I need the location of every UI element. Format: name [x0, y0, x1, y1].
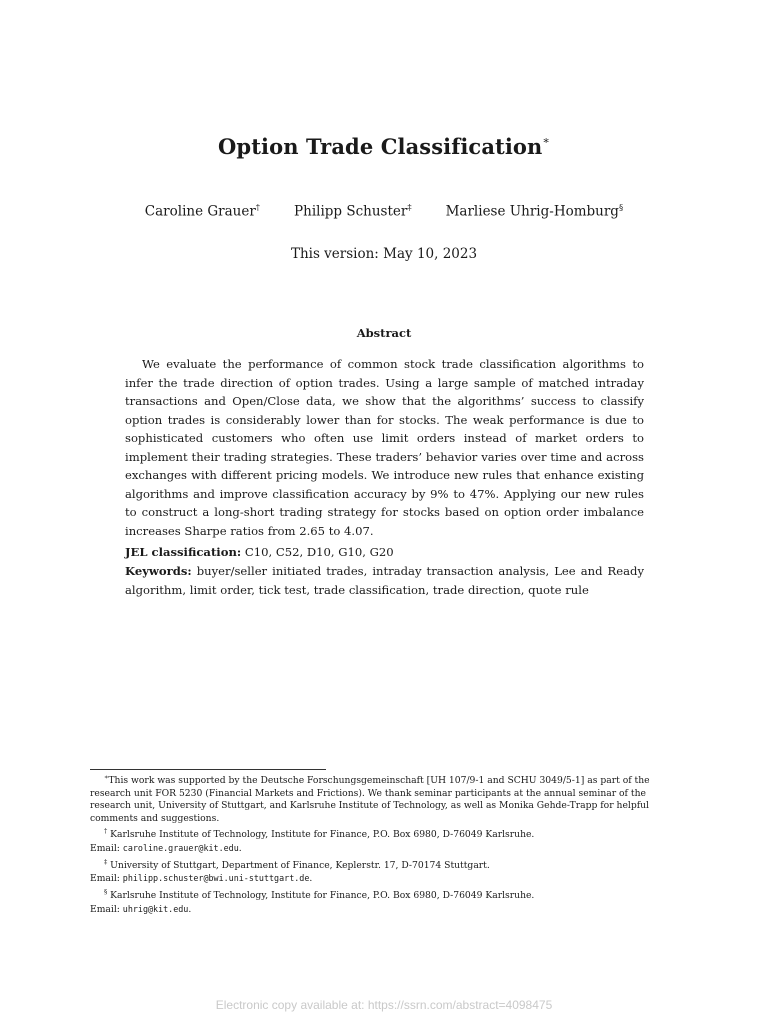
footnotes: [90, 771, 679, 916]
email-label: Email:: [90, 843, 120, 855]
author: [145, 203, 260, 220]
keywords-list: buyer/seller initiated trades, intraday transaction analysis, Lee and Ready algorithm, limit order, tick test, trade classification, trade direction, quote rule: [125, 564, 645, 597]
footnote-affiliation: [90, 856, 679, 873]
author-name: Philipp Schuster: [294, 203, 408, 220]
author: [446, 203, 624, 220]
title-footnote-mark[interactable]: ∗: [542, 134, 550, 147]
paper-title-text: Option Trade Classification: [218, 134, 543, 159]
footnote-text: Karlsruhe Institute of Technology, Institute for Finance, P.O. Box 6980, D-76049 Karlsruhe.: [110, 890, 535, 901]
author-footnote-mark[interactable]: §: [618, 203, 624, 213]
footnote-email-line: Email: caroline.grauer@kit.edu.: [90, 843, 242, 855]
footnote-text: Karlsruhe Institute of Technology, Institute for Finance, P.O. Box 6980, D-76049 Karlsruhe.: [110, 829, 535, 841]
jel-codes: C10, C52, D10, G10, G20: [244, 545, 394, 559]
email-label: Email:: [90, 903, 120, 915]
abstract-body: We evaluate the performance of common stock trade classification algorithms to infer the trade direction of option trades. Using a large sample of matched intraday transactions and Open/Close data, we show that the algorithms’ success to classify option trades is considerably lower than for stocks. The weak performance is due to sophisticated customers who often use limit orders instead of market orders to implement their trading strategies. These traders’ behavior varies over time and across exchanges with different pricing models. We introduce new rules that enhance existing algorithms and improve classification accuracy by 9% to 47%. Applying our new rules to construct a long-short trading strategy for stocks based on option order imbalance increases Sharpe ratios from 2.65 to 4.07.: [125, 357, 644, 538]
author: [294, 203, 412, 220]
version-date: This version: May 10, 2023: [290, 246, 478, 262]
keywords-label: Keywords:: [125, 564, 192, 578]
keywords: [125, 562, 644, 600]
paper-title: [0, 134, 768, 159]
footnote-affiliation: [90, 825, 679, 842]
footnote-mark: ‡: [104, 857, 108, 866]
jel-classification: [125, 543, 644, 562]
footnote-email-line: Email: philipp.schuster@bwi.uni-stuttgart.de.: [90, 873, 313, 885]
email-link[interactable]: uhrig@kit.edu: [122, 903, 189, 914]
footnote-affiliation: [90, 886, 679, 903]
footnote-text: This work was supported by the Deutsche Forschungsgemeinschaft [UH 107/9-1 and SCHU 3049/5-1] as part of the research unit FOR 5230 (Financial Markets and Frictions). We thank seminar participants at the annual seminar of the research unit, University of Stuttgart, and Karlsruhe Institute of Technology, as well as Monika Gehde-Trapp for helpful comments and suggestions.: [90, 775, 650, 824]
author-list: [0, 203, 768, 220]
jel-label: JEL classification:: [125, 545, 242, 559]
email-link[interactable]: philipp.schuster@bwi.uni-stuttgart.de: [122, 873, 310, 884]
email-link[interactable]: caroline.grauer@kit.edu: [122, 843, 239, 854]
footnote-funding: [90, 771, 679, 825]
ssrn-watermark: Electronic copy available at: https://ssrn.com/abstract=4098475: [215, 998, 553, 1012]
author-footnote-mark[interactable]: †: [255, 203, 261, 213]
abstract-heading: Abstract: [356, 326, 412, 340]
author-name: Marliese Uhrig-Homburg: [445, 203, 619, 220]
footnote-text: University of Stuttgart, Department of Finance, Keplerstr. 17, D-70174 Stuttgart.: [110, 859, 490, 871]
footnote-mark: †: [104, 827, 108, 836]
footnote-mark: §: [104, 887, 108, 896]
footnote-mark: ∗: [104, 773, 109, 781]
author-footnote-mark[interactable]: ‡: [407, 203, 412, 213]
author-name: Caroline Grauer: [144, 203, 256, 220]
classification-block: [125, 543, 644, 600]
footnote-divider: [90, 769, 326, 770]
email-label: Email:: [90, 873, 120, 885]
footnote-email-line: Email: uhrig@kit.edu.: [90, 903, 192, 915]
